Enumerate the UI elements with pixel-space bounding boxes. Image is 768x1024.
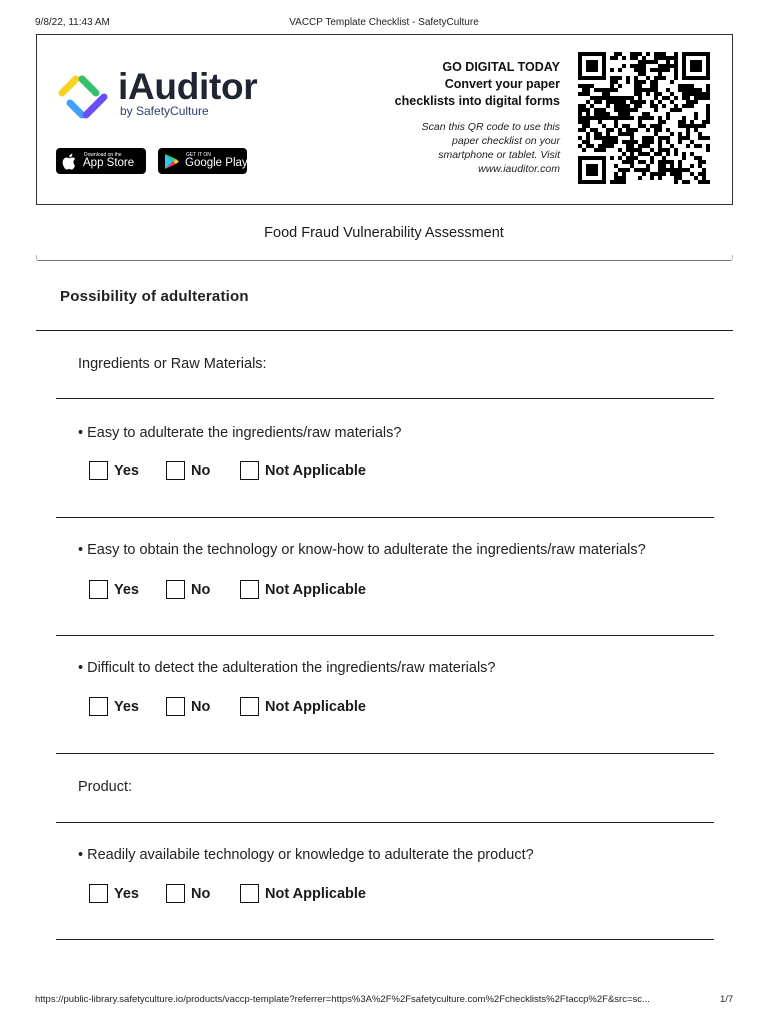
option-label: No: [191, 582, 211, 598]
document-title: Food Fraud Vulnerability Assessment: [264, 225, 504, 241]
option-label: Not Applicable: [265, 886, 366, 902]
section-title: Possibility of adulteration: [60, 288, 249, 305]
print-header: [0, 17, 768, 31]
option-label: No: [191, 463, 211, 479]
question-text: • Difficult to detect the adulteration the ingredients/raw materials?: [78, 660, 496, 676]
print-page-number: 1/7: [720, 994, 734, 1005]
title-divider: [36, 255, 733, 261]
checkbox[interactable]: [240, 580, 259, 599]
option-label: No: [191, 699, 211, 715]
option-label: Yes: [114, 699, 139, 715]
question-text: • Readily availabile technology or knowledge to adulterate the product?: [78, 847, 534, 863]
divider: [56, 398, 714, 399]
checkbox[interactable]: [166, 884, 185, 903]
subsection-ingredients: Ingredients or Raw Materials:: [78, 356, 267, 372]
option-label: Not Applicable: [265, 582, 366, 598]
section-divider: [36, 330, 733, 331]
iauditor-banner: [36, 34, 733, 205]
option-label: Yes: [114, 582, 139, 598]
promo-subheading: Convert your paper checklists into digital forms: [394, 77, 560, 108]
app-store-badge[interactable]: [56, 148, 146, 174]
checkbox[interactable]: [89, 580, 108, 599]
option-label: Yes: [114, 463, 139, 479]
qr-code-icon: [575, 52, 713, 184]
checkbox[interactable]: [166, 697, 185, 716]
google-play-badge[interactable]: [158, 148, 247, 174]
checkbox[interactable]: [166, 461, 185, 480]
divider: [56, 517, 714, 518]
checkbox[interactable]: [166, 580, 185, 599]
print-page-title: VACCP Template Checklist - SafetyCulture: [289, 17, 479, 28]
app-store-label: App Store: [83, 157, 135, 169]
brand-name: iAuditor: [118, 66, 258, 107]
subsection-product: Product:: [78, 779, 132, 795]
question-text: • Easy to adulterate the ingredients/raw materials?: [78, 425, 402, 441]
checkbox[interactable]: [240, 884, 259, 903]
google-play-label: Google Play: [185, 157, 248, 169]
checkbox[interactable]: [240, 697, 259, 716]
checkbox[interactable]: [89, 461, 108, 480]
divider: [56, 635, 714, 636]
divider: [56, 753, 714, 754]
brand-byline: by SafetyCulture: [120, 104, 209, 118]
checkbox[interactable]: [89, 884, 108, 903]
option-label: No: [191, 886, 211, 902]
print-datetime: 9/8/22, 11:43 AM: [35, 17, 110, 28]
promo-block: [330, 59, 560, 176]
question-text: • Easy to obtain the technology or know-how to adulterate the ingredients/raw materials?: [78, 542, 646, 558]
option-label: Yes: [114, 886, 139, 902]
checkbox[interactable]: [89, 697, 108, 716]
promo-heading: GO DIGITAL TODAY: [442, 60, 560, 74]
promo-note: Scan this QR code to use this paper checklist on your smartphone or tablet. Visit www.iauditor.com: [421, 121, 560, 175]
google-play-small-text: GET IT ON: [186, 152, 211, 158]
divider: [56, 822, 714, 823]
google-play-icon: [164, 153, 180, 170]
option-label: Not Applicable: [265, 463, 366, 479]
iauditor-logo-icon: [56, 71, 110, 123]
app-store-small-text: Download on the: [84, 152, 122, 158]
checkbox[interactable]: [240, 461, 259, 480]
divider: [56, 939, 714, 940]
option-label: Not Applicable: [265, 699, 366, 715]
apple-icon: [62, 153, 78, 170]
print-url: https://public-library.safetyculture.io/products/vaccp-template?referrer=https%3A%2F%2Fsafetyculture.com%2Fchecklists%2Ftaccp%2F&src=sc...: [35, 994, 650, 1005]
